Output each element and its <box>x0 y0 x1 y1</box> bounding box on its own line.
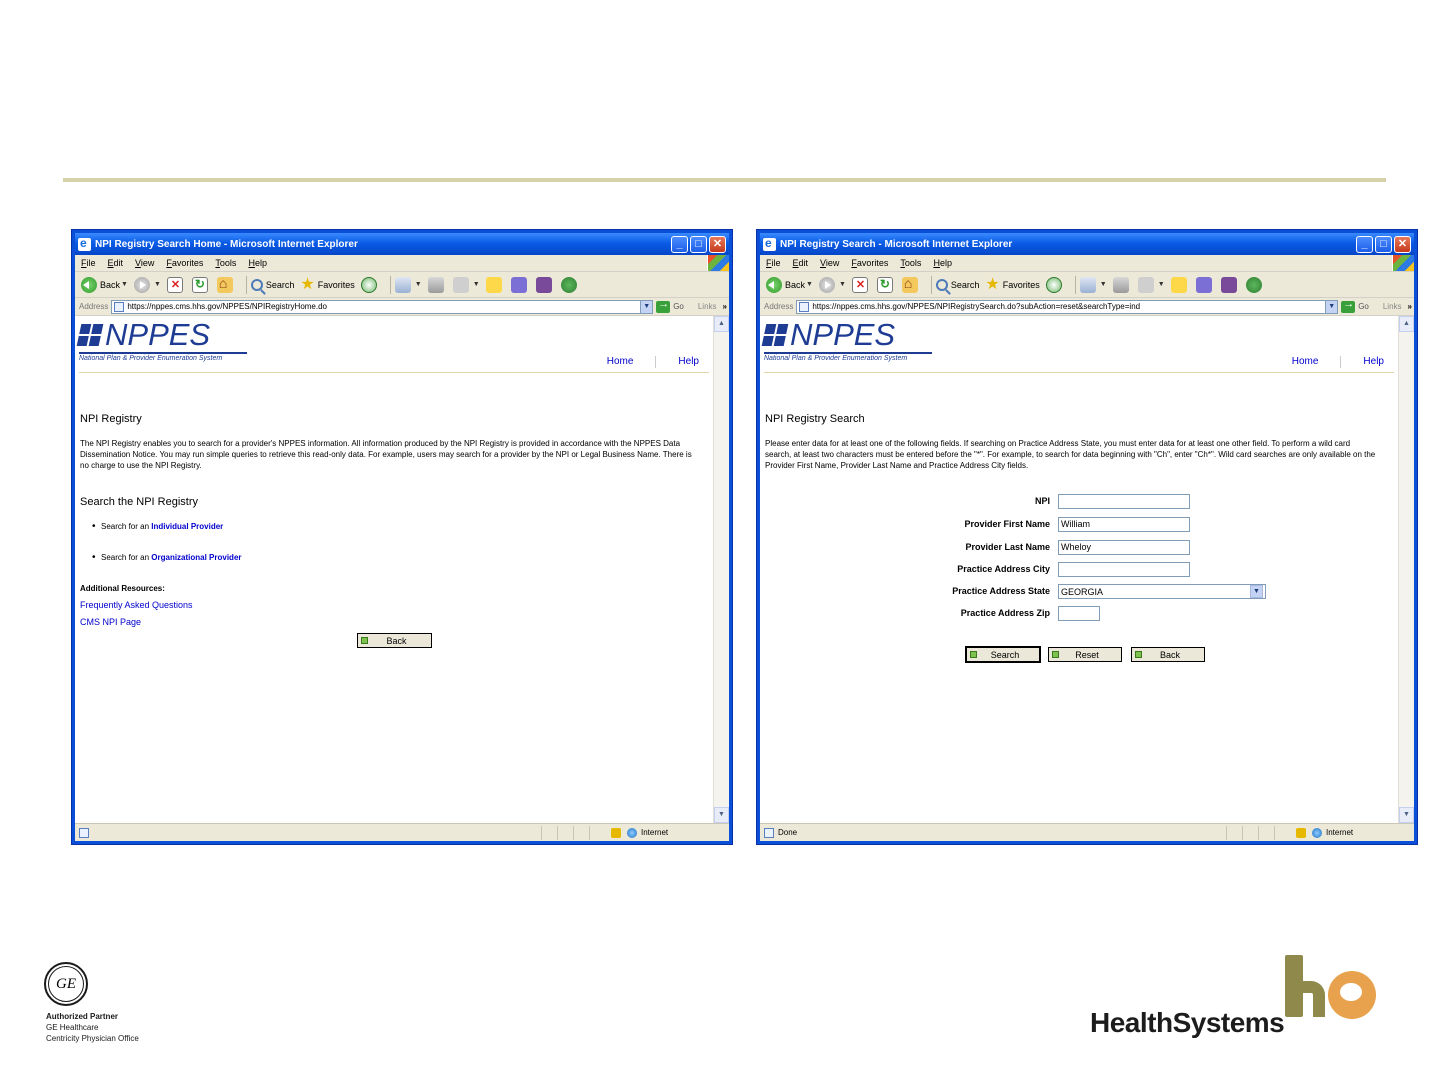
web-page <box>760 316 1398 823</box>
favorites-label: Favorites <box>1002 279 1040 290</box>
history-icon <box>1046 277 1062 293</box>
status-bar <box>760 823 1414 841</box>
search-icon <box>936 279 948 291</box>
home-button[interactable] <box>217 277 236 293</box>
history-icon <box>361 277 377 293</box>
search-button-label: Search <box>990 649 1020 660</box>
toolbar <box>760 272 1414 298</box>
home-button[interactable] <box>902 277 921 293</box>
close-button[interactable]: ✕ <box>709 236 726 253</box>
search-button[interactable] <box>251 279 295 291</box>
zip-field[interactable] <box>1058 606 1100 621</box>
home-icon <box>217 277 233 293</box>
npi-label: NPI <box>1034 496 1050 506</box>
messenger-button[interactable] <box>1196 277 1215 293</box>
nppes-squares-icon <box>762 324 789 346</box>
page-icon <box>764 828 774 838</box>
windows-logo-icon <box>707 255 729 271</box>
maximize-button[interactable]: □ <box>1375 236 1392 253</box>
address-input[interactable] <box>111 300 653 314</box>
research-button[interactable] <box>536 277 555 293</box>
first-name-label: Provider First Name <box>964 519 1050 529</box>
go-button[interactable] <box>1341 301 1369 313</box>
discuss-button[interactable] <box>486 277 505 293</box>
individual-provider-link[interactable]: Individual Provider <box>151 522 224 531</box>
address-label: Address <box>764 302 794 311</box>
menu-help[interactable]: Help <box>933 258 952 268</box>
state-label: Practice Address State <box>952 586 1050 596</box>
note-icon <box>1171 277 1187 293</box>
faq-link[interactable]: Frequently Asked Questions <box>80 600 193 610</box>
ge-monogram-icon: GE <box>48 966 84 1002</box>
nppes-logo-text: NPPES <box>790 317 896 352</box>
menu-favorites[interactable]: Favorites <box>166 258 204 268</box>
state-select[interactable] <box>1058 584 1266 599</box>
mail-icon <box>1080 277 1096 293</box>
go-label: Go <box>1358 302 1369 311</box>
zone-label: Internet <box>1326 828 1354 837</box>
print-button[interactable] <box>428 277 447 293</box>
print-icon <box>428 277 444 293</box>
reset-button-label: Reset <box>1075 649 1099 660</box>
page-title: NPI Registry <box>80 413 142 425</box>
bullet-prefix: Search for an <box>101 522 150 531</box>
lock-icon <box>1296 828 1306 838</box>
address-label: Address <box>79 302 109 311</box>
refresh-button[interactable] <box>877 277 896 293</box>
mail-button[interactable]: ▼ <box>395 277 422 293</box>
chevron-down-icon[interactable]: ▼ <box>1250 585 1263 598</box>
scroll-down-icon[interactable]: ▼ <box>1399 807 1414 823</box>
menu-file[interactable]: File <box>81 258 96 268</box>
forward-button[interactable]: ▼ <box>134 277 161 293</box>
title-bar[interactable] <box>760 233 1414 255</box>
contacts-button[interactable] <box>561 277 580 293</box>
back-button[interactable]: Back ▼ <box>81 277 128 293</box>
toolbar <box>75 272 729 298</box>
last-name-label: Provider Last Name <box>965 542 1050 552</box>
stop-button[interactable] <box>852 277 871 293</box>
button-square-icon <box>970 651 977 658</box>
menu-file[interactable]: File <box>766 258 781 268</box>
back-button-label: Back <box>386 635 407 646</box>
forward-button[interactable]: ▼ <box>819 277 846 293</box>
menu-favorites[interactable]: Favorites <box>851 258 889 268</box>
globe-icon <box>1312 828 1322 838</box>
nppes-subtitle: National Plan & Provider Enumeration System <box>764 355 908 362</box>
page-icon <box>114 302 124 312</box>
print-icon <box>1113 277 1129 293</box>
research-icon <box>536 277 552 293</box>
scroll-up-icon[interactable]: ▲ <box>714 316 729 332</box>
stop-icon <box>852 277 868 293</box>
zone-label: Internet <box>641 828 669 837</box>
people-icon <box>561 277 577 293</box>
page-icon <box>799 302 809 312</box>
mail-button[interactable]: ▼ <box>1080 277 1107 293</box>
stop-button[interactable] <box>167 277 186 293</box>
home-icon <box>902 277 918 293</box>
research-button[interactable] <box>1221 277 1240 293</box>
mail-icon <box>395 277 411 293</box>
forward-arrow-icon <box>819 277 835 293</box>
messenger-icon <box>1196 277 1212 293</box>
back-label: Back <box>785 279 806 290</box>
note-icon <box>486 277 502 293</box>
favorites-label: Favorites <box>317 279 355 290</box>
vertical-scrollbar[interactable] <box>1398 316 1414 823</box>
status-text: Done <box>778 828 798 837</box>
chevron-down-icon[interactable]: ▼ <box>640 301 652 313</box>
refresh-icon <box>877 277 893 293</box>
hs-s-mark-icon <box>1328 971 1390 1023</box>
npi-field[interactable] <box>1058 494 1190 509</box>
nav-home-link[interactable]: Home <box>1291 356 1319 367</box>
search-label: Search <box>950 279 980 290</box>
section-heading: Search the NPI Registry <box>80 496 198 508</box>
page-icon <box>79 828 89 838</box>
ge-line-1: Authorized Partner <box>46 1012 119 1021</box>
nav-home-link[interactable]: Home <box>606 356 634 367</box>
nppes-logo[interactable] <box>764 317 932 362</box>
city-label: Practice Address City <box>957 564 1050 574</box>
windows-logo-icon <box>1392 255 1414 271</box>
messenger-icon <box>511 277 527 293</box>
refresh-button[interactable] <box>192 277 211 293</box>
back-button[interactable]: Back ▼ <box>766 277 813 293</box>
resources-heading: Additional Resources: <box>80 584 165 593</box>
discuss-button[interactable] <box>1171 277 1190 293</box>
scroll-up-icon[interactable]: ▲ <box>1399 316 1414 332</box>
star-icon: ★ <box>300 275 315 293</box>
healthsystems-logo <box>1090 955 1390 1040</box>
title-bar[interactable] <box>75 233 729 255</box>
chevron-down-icon[interactable]: ▼ <box>1325 301 1337 313</box>
menu-edit[interactable]: Edit <box>107 258 124 268</box>
ie-window-registry-home <box>71 229 733 845</box>
web-page <box>75 316 713 823</box>
back-label: Back <box>100 279 121 290</box>
messenger-button[interactable] <box>511 277 530 293</box>
ge-partner-text <box>46 1011 139 1044</box>
go-button[interactable] <box>656 301 684 313</box>
scroll-down-icon[interactable]: ▼ <box>714 807 729 823</box>
page-divider <box>764 372 1394 373</box>
address-url: https://nppes.cms.hhs.gov/NPPES/NPIRegistrySearch.do?subAction=reset&searchType=ind <box>812 302 1141 311</box>
healthsystems-wordmark: HealthSystems <box>1090 1007 1285 1038</box>
reset-button[interactable] <box>1048 647 1122 662</box>
nppes-subtitle: National Plan & Provider Enumeration System <box>79 355 223 362</box>
go-arrow-icon <box>656 301 670 313</box>
search-button[interactable] <box>936 279 980 291</box>
people-icon <box>1246 277 1262 293</box>
address-input[interactable] <box>796 300 1338 314</box>
chevron-right-icon[interactable]: » <box>722 302 727 311</box>
ge-logo <box>44 962 88 1006</box>
list-item <box>101 522 223 531</box>
page-nav <box>1282 356 1394 368</box>
ie-icon <box>763 238 776 251</box>
history-button[interactable] <box>361 277 380 293</box>
edit-icon <box>1138 277 1154 293</box>
search-submit-button[interactable] <box>966 647 1040 662</box>
contacts-button[interactable] <box>1246 277 1265 293</box>
menu-tools[interactable]: Tools <box>215 258 237 268</box>
state-value: GEORGIA <box>1061 586 1104 597</box>
nav-help-link[interactable]: Help <box>1363 356 1384 367</box>
search-label: Search <box>265 279 295 290</box>
minimize-button[interactable]: _ <box>671 236 688 253</box>
back-page-button[interactable] <box>1131 647 1205 662</box>
page-nav <box>597 356 709 368</box>
go-label: Go <box>673 302 684 311</box>
links-toolbar[interactable]: Links <box>1382 302 1402 311</box>
print-button[interactable] <box>1113 277 1132 293</box>
edit-button[interactable]: ▼ <box>453 277 480 293</box>
minimize-button[interactable]: _ <box>1356 236 1373 253</box>
nppes-squares-icon <box>77 324 104 346</box>
window-title: NPI Registry Search Home - Microsoft Internet Explorer <box>95 238 358 250</box>
menu-help[interactable]: Help <box>248 258 267 268</box>
ie-icon <box>78 238 91 251</box>
maximize-button[interactable]: □ <box>690 236 707 253</box>
last-name-field[interactable]: Wheloy <box>1058 540 1190 555</box>
address-bar <box>760 298 1414 316</box>
menu-edit[interactable]: Edit <box>792 258 809 268</box>
nppes-logo-text: NPPES <box>105 317 211 352</box>
refresh-icon <box>192 277 208 293</box>
favorites-button[interactable] <box>985 275 1040 293</box>
button-square-icon <box>1135 651 1142 658</box>
links-toolbar[interactable]: Links <box>697 302 717 311</box>
close-button[interactable]: ✕ <box>1394 236 1411 253</box>
status-bar <box>75 823 729 841</box>
button-square-icon <box>361 637 368 644</box>
history-button[interactable] <box>1046 277 1065 293</box>
nppes-logo[interactable] <box>79 317 247 362</box>
forward-arrow-icon <box>134 277 150 293</box>
edit-button[interactable]: ▼ <box>1138 277 1165 293</box>
menu-view[interactable]: View <box>135 258 155 268</box>
back-button-label: Back <box>1159 649 1180 660</box>
cms-npi-link[interactable]: CMS NPI Page <box>80 617 142 627</box>
page-divider <box>79 372 709 373</box>
research-icon <box>1221 277 1237 293</box>
first-name-field[interactable]: William <box>1058 517 1190 532</box>
menu-bar <box>760 255 1414 272</box>
go-arrow-icon <box>1341 301 1355 313</box>
ge-line-2: GE Healthcare <box>46 1023 99 1032</box>
back-arrow-icon <box>766 277 782 293</box>
chevron-right-icon[interactable]: » <box>1407 302 1412 311</box>
address-bar <box>75 298 729 316</box>
menu-bar <box>75 255 729 272</box>
ie-window-registry-search <box>756 229 1418 845</box>
star-icon: ★ <box>985 275 1000 293</box>
organizational-provider-link[interactable]: Organizational Provider <box>151 553 242 562</box>
search-icon <box>251 279 263 291</box>
bullet-prefix: Search for an <box>101 553 150 562</box>
page-title: NPI Registry Search <box>765 413 865 425</box>
back-arrow-icon <box>81 277 97 293</box>
stop-icon <box>167 277 183 293</box>
menu-tools[interactable]: Tools <box>900 258 922 268</box>
nav-help-link[interactable]: Help <box>678 356 699 367</box>
menu-view[interactable]: View <box>820 258 840 268</box>
globe-icon <box>627 828 637 838</box>
hs-h-mark-icon <box>1285 955 1303 1017</box>
vertical-scrollbar[interactable] <box>713 316 729 823</box>
instructions-paragraph: Please enter data for at least one of the following fields. If searching on Practice Address State, you must enter data for at least one other field. To perform a wild card search, at least two characters must be entered before the "*". For example, to search for data beginning with "Ch", enter "Ch*". Wild card searches are only available on the Provider First Name, Provider Last Name and Practice Address City fields. <box>765 439 1376 470</box>
zip-label: Practice Address Zip <box>960 608 1050 618</box>
back-page-button[interactable] <box>357 633 432 648</box>
address-url: https://nppes.cms.hhs.gov/NPPES/NPIRegistryHome.do <box>127 302 327 311</box>
list-item <box>101 553 242 562</box>
header-divider <box>63 178 1386 182</box>
lock-icon <box>611 828 621 838</box>
button-square-icon <box>1052 651 1059 658</box>
ge-line-3: Centricity Physician Office <box>46 1034 139 1043</box>
intro-paragraph: The NPI Registry enables you to search for a provider's NPPES information. All information produced by the NPI Registry is provided in accordance with the NPPES Data Dissemination Notice. You may run simple queries to retrieve this read-only data. For example, users may search for a provider by the NPI or Legal Business Name. There is no charge to use the NPI Registry. <box>80 439 692 470</box>
edit-icon <box>453 277 469 293</box>
window-title: NPI Registry Search - Microsoft Internet Explorer <box>780 238 1013 250</box>
favorites-button[interactable] <box>300 275 355 293</box>
city-field[interactable] <box>1058 562 1190 577</box>
